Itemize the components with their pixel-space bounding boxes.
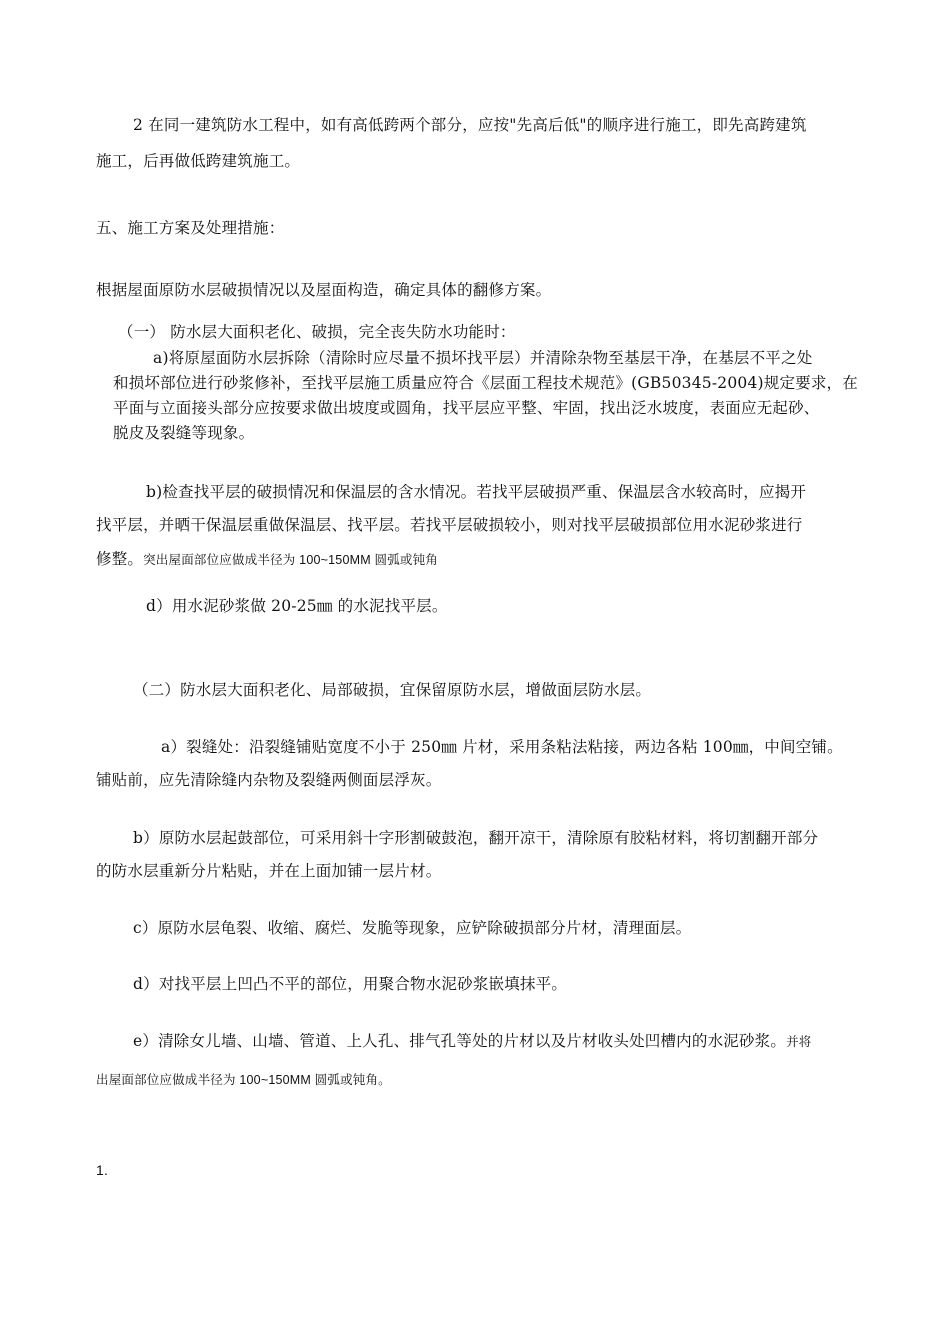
paragraph-line: b）原防水层起鼓部位，可采用斜十字形割破鼓泡，翻开凉干，清除原有胶粘材料，将切割翻开部分: [133, 829, 819, 847]
subsection-title: （二）防水层大面积老化、局部破损，宜保留原防水层，增做面层防水层。: [133, 681, 652, 699]
subsection-title: （一） 防水层大面积老化、破损，完全丧失防水功能时：: [118, 323, 516, 341]
paragraph-line: a)将原屋面防水层拆除（清除时应尽量不损坏找平层）并清除杂物至基层干净，在基层不平之处: [153, 349, 813, 367]
paragraph-line: b)检查找平层的破损情况和保温层的含水情况。若找平层破损严重、保温层含水较高时，应揭开: [146, 483, 807, 501]
page-number: 1.: [96, 1162, 109, 1178]
intro-text: 根据屋面原防水层破损情况以及屋面构造，确定具体的翻修方案。: [96, 281, 552, 299]
paragraph-line: c）原防水层龟裂、收缩、腐烂、发脆等现象，应铲除破损部分片材，清理面层。: [133, 919, 692, 937]
paragraph-text-small: 并将: [786, 1035, 812, 1049]
paragraph-line: 施工，后再做低跨建筑施工。: [96, 152, 301, 170]
paragraph-line: 脱皮及裂缝等现象。: [113, 424, 255, 442]
paragraph-line: 的防水层重新分片粘贴，并在上面加铺一层片材。: [96, 862, 442, 880]
paragraph-line: 平面与立面接头部分应按要求做出坡度或圆角，找平层应平整、牢固，找出泛水坡度，表面应无起砂、: [113, 399, 820, 417]
paragraph-line: 和损坏部位进行砂浆修补，至找平层施工质量应符合《层面工程技术规范》(GB50345-2004)规定要求，在: [113, 374, 858, 392]
paragraph-line: [96, 549, 438, 570]
paragraph-line: d）用水泥砂浆做 20-25㎜ 的水泥找平层。: [146, 597, 448, 615]
paragraph-line: 出屋面部位应做成半径为 100~150MM 圆弧或钝角。: [96, 1073, 391, 1087]
paragraph-line: [133, 1031, 811, 1052]
paragraph-line: d）对找平层上凹凸不平的部位，用聚合物水泥砂浆嵌填抹平。: [133, 975, 568, 993]
paragraph-line: 2 在同一建筑防水工程中，如有高低跨两个部分，应按"先高后低"的顺序进行施工，即先高跨建筑: [133, 116, 807, 134]
paragraph-text-small: 突出屋面部位应做成半径为 100~150MM 圆弧或钝角: [143, 553, 438, 567]
paragraph-text: e）清除女儿墙、山墙、管道、上人孔、排气孔等处的片材以及片材收头处凹槽内的水泥砂浆。: [133, 1032, 787, 1050]
paragraph-text: 修整。: [96, 550, 144, 568]
paragraph-line: 找平层，并晒干保温层重做保温层、找平层。若找平层破损较小，则对找平层破损部位用水泥砂浆进行: [96, 516, 803, 534]
paragraph-line: 铺贴前，应先清除缝内杂物及裂缝两侧面层浮灰。: [96, 771, 442, 789]
paragraph-line: a）裂缝处：沿裂缝铺贴宽度不小于 250㎜ 片材，采用条粘法粘接，两边各粘 100㎜，中间空铺。: [161, 738, 843, 756]
section-heading: 五、施工方案及处理措施：: [96, 219, 285, 237]
